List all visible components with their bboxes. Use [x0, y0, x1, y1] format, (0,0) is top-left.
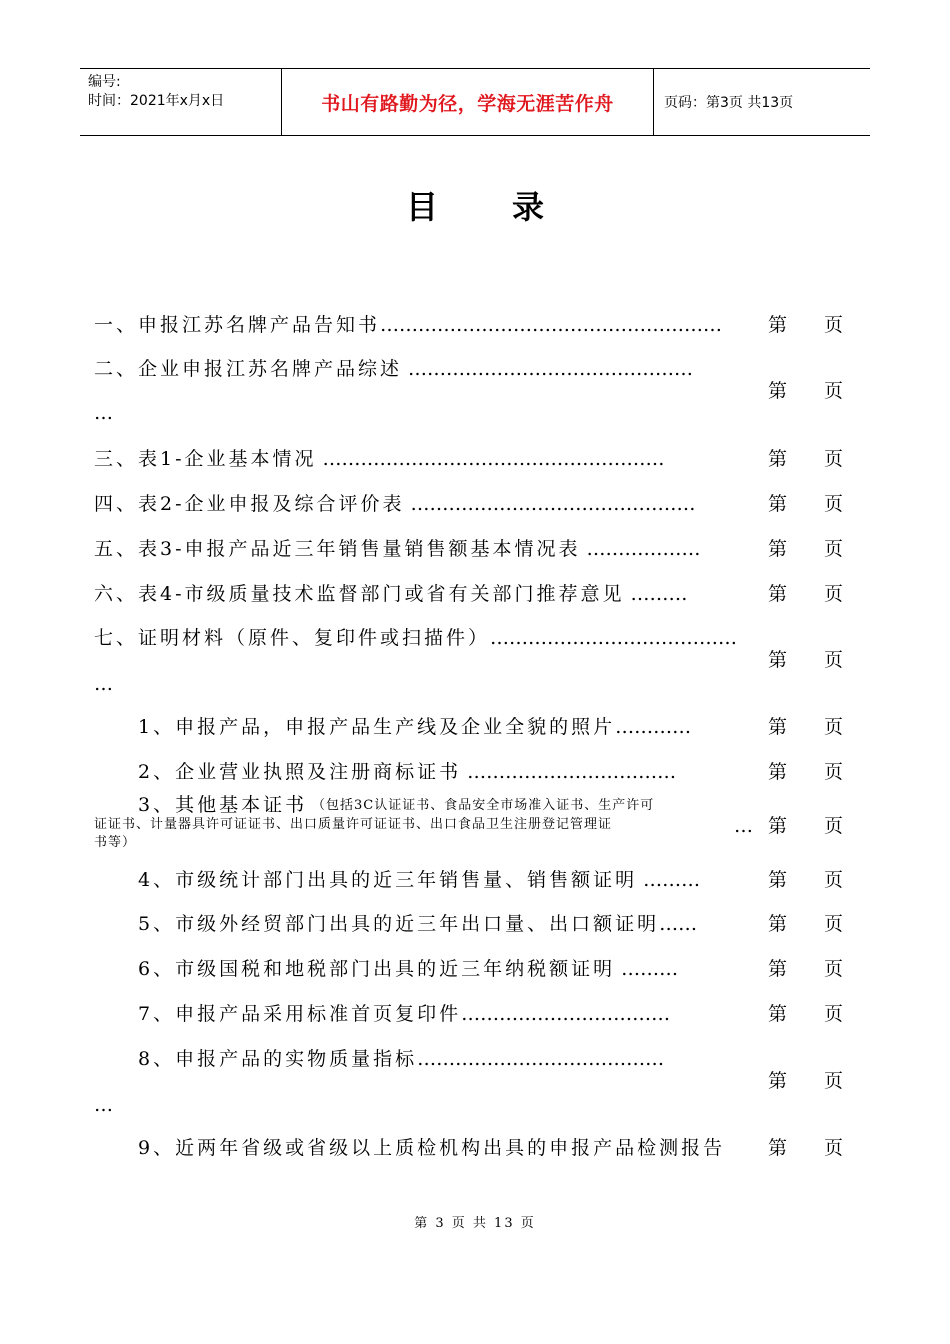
- toc-ye: 页: [824, 380, 844, 402]
- toc-entry-text: 1、申报产品，申报产品生产线及企业全貌的照片: [138, 716, 616, 738]
- toc-leader-dots: ………………………………………: [402, 358, 694, 380]
- toc-ye: 页: [824, 493, 844, 515]
- toc-leader-dots: ………: [615, 958, 679, 980]
- toc-leader-dots: …………………………………: [490, 627, 738, 649]
- toc-di: 第: [768, 448, 788, 470]
- toc-di: 第: [768, 380, 788, 402]
- toc-di: 第: [768, 958, 788, 980]
- toc-di: 第: [768, 761, 788, 783]
- toc-ye: 页: [824, 1137, 844, 1159]
- toc-di: 第: [768, 538, 788, 560]
- toc-entry-text: 六、表4-市级质量技术监督部门或省有关部门推荐意见: [94, 583, 625, 605]
- header-page-info: 页码：第3页 共13页: [664, 95, 794, 111]
- header-motto: 书山有路勤为径，学海无涯苦作舟: [282, 69, 654, 135]
- toc-ye: 页: [824, 815, 844, 837]
- toc-leader-dots: ………………………………………………: [316, 448, 665, 470]
- toc-entry-text: 5、市级外经贸部门出具的近三年出口量、出口额证明: [138, 913, 660, 935]
- toc-entry-text: 三、表1-企业基本情况: [94, 448, 317, 470]
- toc-di: 第: [768, 314, 788, 336]
- toc-entry-text: 4、市级统计部门出具的近三年销售量、销售额证明: [138, 869, 638, 891]
- toc-leader-dots: …………: [615, 716, 692, 738]
- toc-entry-text: 二、企业申报江苏名牌产品综述: [94, 358, 403, 380]
- toc-ye: 页: [824, 761, 844, 783]
- toc-di: 第: [768, 1137, 788, 1159]
- code-label: 编号:: [88, 74, 121, 90]
- toc-leader-dots: ………………………………………: [404, 493, 696, 515]
- toc-leader-dots: ……: [659, 913, 698, 935]
- toc-leader-dots: …: [734, 815, 753, 837]
- toc-ye: 页: [824, 958, 844, 980]
- toc-entry-text: 一、申报江苏名牌产品告知书: [94, 314, 381, 336]
- toc-leader-dots: ………: [624, 583, 688, 605]
- toc-ye: 页: [824, 716, 844, 738]
- toc-leader-dots-wrap: …: [94, 1094, 113, 1116]
- toc-entry-text: 6、市级国税和地税部门出具的近三年纳税额证明: [138, 958, 616, 980]
- toc-leader-dots: ……………………………: [461, 1003, 671, 1025]
- toc-leader-dots-wrap: …: [94, 402, 113, 424]
- toc-di: 第: [768, 1003, 788, 1025]
- toc-entry-text: 五、表3-申报产品近三年销售量销售额基本情况表: [94, 538, 581, 560]
- toc-di: 第: [768, 815, 788, 837]
- toc-entry-text: 8、申报产品的实物质量指标: [138, 1048, 418, 1070]
- toc-di: 第: [768, 1070, 788, 1092]
- toc-ye: 页: [824, 649, 844, 671]
- toc-leader-dots: ……………………………: [461, 761, 677, 783]
- toc-leader-dots: ………………………………………………: [380, 314, 723, 336]
- toc-ye: 页: [824, 583, 844, 605]
- toc-ye: 页: [824, 538, 844, 560]
- page-title: 目录: [405, 188, 618, 226]
- toc-di: 第: [768, 583, 788, 605]
- toc-entry-note: 证证书、计量器具许可证证书、出口质量许可证证书、出口食品卫生注册登记管理证: [94, 817, 613, 832]
- toc-ye: 页: [824, 314, 844, 336]
- header-meta: [80, 69, 282, 135]
- toc-entry-text: 9、近两年省级或省级以上质检机构出具的申报产品检测报告: [138, 1137, 726, 1159]
- toc-entry-text: 四、表2-企业申报及综合评价表: [94, 493, 405, 515]
- toc-entry-note: 书等）: [94, 835, 137, 850]
- toc-entry-text: 7、申报产品采用标准首页复印件: [138, 1003, 462, 1025]
- toc-di: 第: [768, 913, 788, 935]
- toc-ye: 页: [824, 448, 844, 470]
- toc-leader-dots: ………: [637, 869, 701, 891]
- toc-entry-text: 2、企业营业执照及注册商标证书: [138, 761, 462, 783]
- toc-ye: 页: [824, 869, 844, 891]
- toc-entry-note: （包括3C认证证书、食品安全市场准入证书、生产许可: [312, 798, 655, 813]
- toc-di: 第: [768, 869, 788, 891]
- time-label: 时间：2021年x月x日: [88, 93, 225, 109]
- toc-di: 第: [768, 493, 788, 515]
- toc-entry-text: 3、其他基本证书: [138, 794, 308, 816]
- page-header: [80, 68, 870, 136]
- toc-di: 第: [768, 716, 788, 738]
- toc-ye: 页: [824, 1003, 844, 1025]
- page-footer: 第 3 页 共 13 页: [414, 1216, 536, 1231]
- toc-leader-dots: …………………………………: [417, 1048, 665, 1070]
- toc-di: 第: [768, 649, 788, 671]
- toc-entry-text: 七、证明材料（原件、复印件或扫描件）: [94, 627, 491, 649]
- toc-ye: 页: [824, 1070, 844, 1092]
- toc-leader-dots: ………………: [580, 538, 701, 560]
- toc-leader-dots-wrap: …: [94, 673, 113, 695]
- toc-ye: 页: [824, 913, 844, 935]
